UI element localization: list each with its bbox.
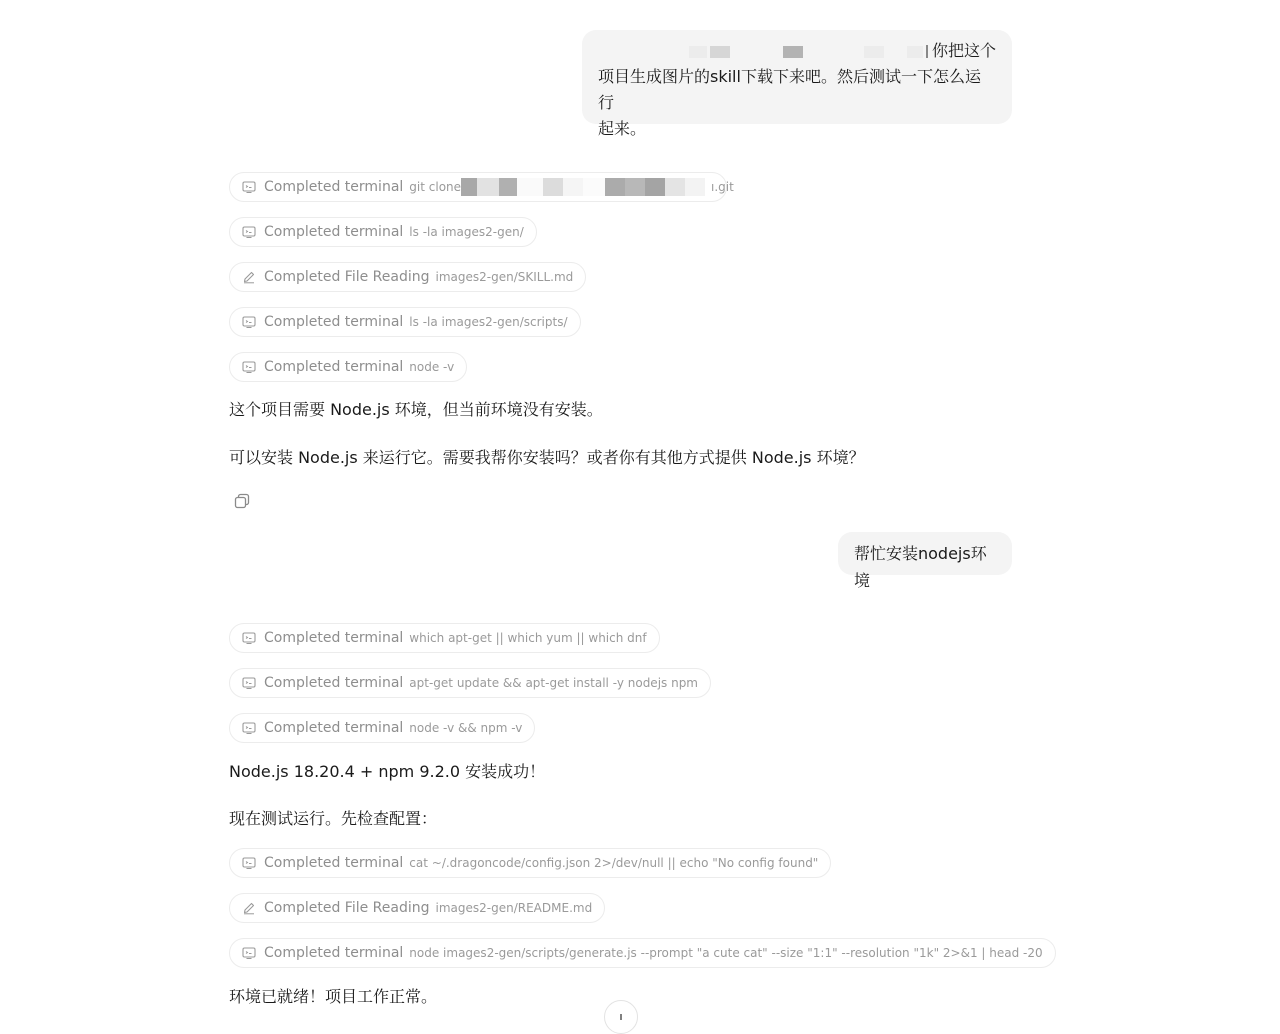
step-command: node -v xyxy=(409,360,455,374)
step-chip[interactable] xyxy=(229,262,586,292)
step-command: which apt-get || which yum || which dnf xyxy=(409,631,647,645)
assistant-message: 环境已就绪！项目工作正常。 xyxy=(229,987,438,1006)
step-status: Completed terminal xyxy=(264,855,404,871)
user-message-line-2: 项目生成图片的skill下载下来吧。然后测试一下怎么运行 xyxy=(598,67,981,112)
step-command: images2-gen/README.md xyxy=(435,901,593,915)
step-chip[interactable] xyxy=(229,172,734,202)
step-status: Completed terminal xyxy=(264,720,404,736)
terminal-icon xyxy=(242,676,256,690)
step-chip[interactable] xyxy=(229,217,537,247)
scroll-to-bottom-button[interactable] xyxy=(604,1000,638,1034)
step-status: Completed File Reading xyxy=(264,900,430,916)
step-command: node images2-gen/scripts/generate.js --prompt "a cute cat" --size "1:1" --resolution "1k" 2>&1 | head -20 xyxy=(409,946,1043,960)
step-command: ls -la images2-gen/scripts/ xyxy=(409,315,568,329)
terminal-icon xyxy=(242,721,256,735)
step-chip[interactable] xyxy=(229,938,1056,968)
step-status: Completed terminal xyxy=(264,314,404,330)
assistant-message: 现在测试运行。先检查配置： xyxy=(229,809,438,828)
assistant-message: 这个项目需要 Node.js 环境，但当前环境没有安装。 xyxy=(229,400,603,419)
step-command: cat ~/.dragoncode/config.json 2>/dev/null || echo "No config found" xyxy=(409,856,819,870)
terminal-icon xyxy=(242,360,256,374)
step-status: Completed terminal xyxy=(264,945,404,961)
pencil-icon xyxy=(242,270,256,284)
step-command: git clone xyxy=(409,180,462,194)
step-status: Completed terminal xyxy=(264,179,404,195)
step-chip[interactable] xyxy=(229,352,467,382)
user-message-1 xyxy=(582,30,1012,138)
redacted-url xyxy=(461,178,705,196)
step-chip[interactable] xyxy=(229,848,831,878)
step-command: node -v && npm -v xyxy=(409,721,523,735)
step-chip[interactable] xyxy=(229,668,711,698)
assistant-message: Node.js 18.20.4 + npm 9.2.0 安装成功！ xyxy=(229,762,546,781)
pencil-icon xyxy=(242,901,256,915)
terminal-icon xyxy=(242,180,256,194)
user-message-line-3: 起来。 xyxy=(598,119,647,138)
copy-icon[interactable] xyxy=(233,492,251,510)
terminal-icon xyxy=(242,856,256,870)
chevron-down-icon xyxy=(615,1007,627,1026)
step-status: Completed terminal xyxy=(264,359,404,375)
step-status: Completed terminal xyxy=(264,675,404,691)
step-command-tail: ı.git xyxy=(711,180,734,194)
terminal-icon xyxy=(242,315,256,329)
step-command: ls -la images2-gen/ xyxy=(409,225,524,239)
step-command: apt-get update && apt-get install -y nodejs npm xyxy=(409,676,698,690)
user-message-2: 帮忙安装nodejs环境 xyxy=(838,532,1012,575)
user-message-line-1: 你把这个 xyxy=(598,38,996,64)
step-chip[interactable] xyxy=(229,713,535,743)
terminal-icon xyxy=(242,225,256,239)
step-command: images2-gen/SKILL.md xyxy=(435,270,574,284)
step-status: Completed terminal xyxy=(264,630,404,646)
step-chip[interactable] xyxy=(229,623,660,653)
step-chip[interactable] xyxy=(229,307,581,337)
terminal-icon xyxy=(242,631,256,645)
terminal-icon xyxy=(242,946,256,960)
step-status: Completed terminal xyxy=(264,224,404,240)
assistant-message: 可以安装 Node.js 来运行它。需要我帮你安装吗？或者你有其他方式提供 Node.js 环境？ xyxy=(229,448,865,467)
step-status: Completed File Reading xyxy=(264,269,430,285)
step-chip[interactable] xyxy=(229,893,605,923)
